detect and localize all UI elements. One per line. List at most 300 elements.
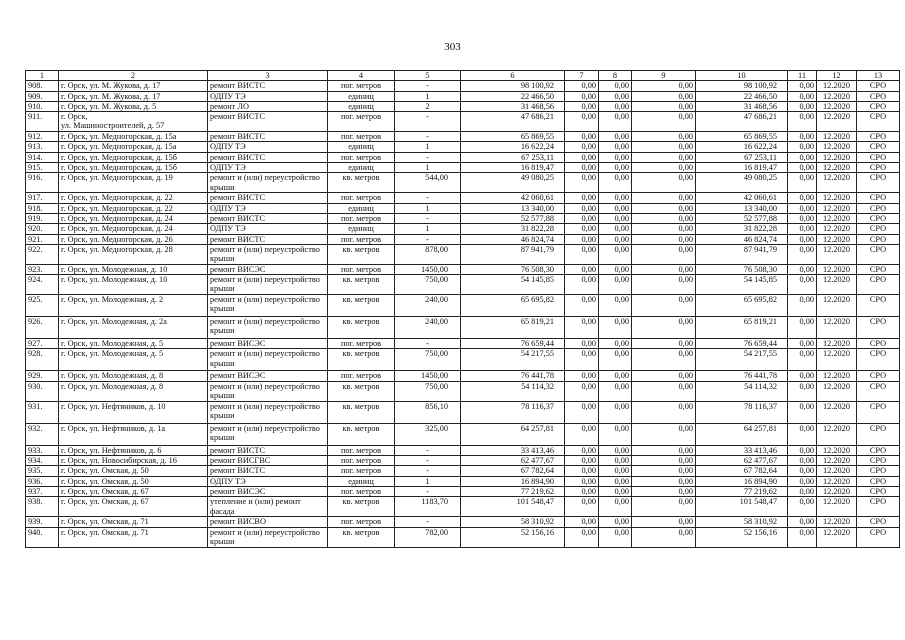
cell-col11: 0,00	[788, 193, 817, 203]
cell-col11: 0,00	[788, 349, 817, 371]
table-row	[26, 224, 900, 234]
cell-source: СРО	[857, 476, 900, 486]
cell-col10: 76 508,30	[696, 264, 788, 274]
cell-address: г. Орск, ул. Молодежная, д. 5	[59, 349, 208, 371]
table-row	[26, 456, 900, 466]
cell-address: г. Орск, ул. Омская, д. 71	[59, 527, 208, 547]
cell-date: 12.2020	[817, 423, 857, 445]
cell-col11: 0,00	[788, 275, 817, 295]
cell-number: 910.	[26, 101, 59, 111]
cell-col10: 22 466,50	[696, 91, 788, 101]
cell-source: СРО	[857, 339, 900, 349]
cell-unit: кв. метров	[328, 423, 395, 445]
cell-unit: пог. метров	[328, 81, 395, 91]
cell-address: г. Орск, ул. Омская, д. 50	[59, 476, 208, 486]
cell-address: г. Орск, ул. Нефтяников, д. 10	[59, 401, 208, 423]
cell-address: г. Орск, ул. Машиностроителей, д. 57	[59, 112, 208, 132]
cell-col10: 42 060,61	[696, 193, 788, 203]
cell-col8: 0,00	[599, 349, 632, 371]
cell-col7: 0,00	[565, 81, 599, 91]
cell-quantity: -	[395, 456, 461, 466]
cell-col10: 33 413,46	[696, 445, 788, 455]
cell-address: г. Орск, ул. Молодежная, д. 8	[59, 381, 208, 401]
cell-cost: 31 468,56	[461, 101, 565, 111]
cell-col7: 0,00	[565, 497, 599, 517]
cell-col7: 0,00	[565, 371, 599, 381]
cell-col10: 13 340,00	[696, 203, 788, 213]
table-row	[26, 234, 900, 244]
table-row	[26, 132, 900, 142]
cell-work-type: ремонт ВИСТС	[208, 81, 328, 91]
cell-number: 917.	[26, 193, 59, 203]
cell-cost: 65 869,55	[461, 132, 565, 142]
cell-quantity: 544,00	[395, 173, 461, 193]
table-row	[26, 423, 900, 445]
cell-work-type: ремонт ВИСЭС	[208, 339, 328, 349]
cell-col10: 31 822,28	[696, 224, 788, 234]
cell-col10: 67 253,11	[696, 152, 788, 162]
cell-col9: 0,00	[632, 224, 696, 234]
cell-source: СРО	[857, 423, 900, 445]
cell-quantity: 325,00	[395, 423, 461, 445]
cell-date: 12.2020	[817, 527, 857, 547]
cell-col9: 0,00	[632, 527, 696, 547]
cell-col8: 0,00	[599, 193, 632, 203]
cell-col8: 0,00	[599, 381, 632, 401]
cell-source: СРО	[857, 456, 900, 466]
cell-cost: 67 782,64	[461, 466, 565, 476]
cell-unit: пог. метров	[328, 264, 395, 274]
cell-number: 914.	[26, 152, 59, 162]
cell-quantity: 1	[395, 224, 461, 234]
cell-unit: единиц	[328, 163, 395, 173]
cell-address: г. Орск, ул. Медногорская, д. 24	[59, 213, 208, 223]
cell-source: СРО	[857, 466, 900, 476]
header-col-13: 13	[857, 71, 900, 81]
table-row	[26, 445, 900, 455]
cell-col10: 54 217,55	[696, 349, 788, 371]
cell-unit: пог. метров	[328, 456, 395, 466]
cell-col7: 0,00	[565, 445, 599, 455]
cell-number: 924.	[26, 275, 59, 295]
cell-date: 12.2020	[817, 163, 857, 173]
cell-unit: кв. метров	[328, 349, 395, 371]
table-row	[26, 349, 900, 371]
cell-col8: 0,00	[599, 142, 632, 152]
cell-col9: 0,00	[632, 476, 696, 486]
cell-col9: 0,00	[632, 264, 696, 274]
cell-number: 937.	[26, 486, 59, 496]
cell-col11: 0,00	[788, 142, 817, 152]
cell-work-type: ремонт ВИСТС	[208, 112, 328, 132]
cell-quantity: 1183,70	[395, 497, 461, 517]
cell-col7: 0,00	[565, 193, 599, 203]
cell-col8: 0,00	[599, 371, 632, 381]
cell-work-type: ремонт и (или) переустройство крыши	[208, 423, 328, 445]
cell-cost: 76 659,44	[461, 339, 565, 349]
cell-col11: 0,00	[788, 91, 817, 101]
cell-work-type: ремонт ВИСТС	[208, 466, 328, 476]
cell-address: г. Орск, ул. М. Жукова, д. 17	[59, 81, 208, 91]
cell-date: 12.2020	[817, 112, 857, 132]
cell-col10: 101 548,47	[696, 497, 788, 517]
cell-work-type: ремонт и (или) переустройство крыши	[208, 295, 328, 317]
cell-cost: 49 080,25	[461, 173, 565, 193]
cell-col7: 0,00	[565, 401, 599, 423]
cell-col11: 0,00	[788, 152, 817, 162]
cell-work-type: ОДПУ ТЭ	[208, 203, 328, 213]
cell-cost: 98 100,92	[461, 81, 565, 91]
cell-cost: 22 466,50	[461, 91, 565, 101]
cell-quantity: -	[395, 112, 461, 132]
cell-date: 12.2020	[817, 275, 857, 295]
cell-work-type: ремонт и (или) переустройство крыши	[208, 275, 328, 295]
cell-address: г. Орск, ул. Омская, д. 71	[59, 517, 208, 527]
cell-col7: 0,00	[565, 486, 599, 496]
cell-unit: кв. метров	[328, 381, 395, 401]
cell-quantity: 856,10	[395, 401, 461, 423]
cell-address: г. Орск, ул. Медногорская, д. 28	[59, 244, 208, 264]
cell-date: 12.2020	[817, 132, 857, 142]
cell-date: 12.2020	[817, 142, 857, 152]
cell-col9: 0,00	[632, 91, 696, 101]
cell-col7: 0,00	[565, 173, 599, 193]
cell-unit: пог. метров	[328, 132, 395, 142]
header-row	[26, 71, 900, 81]
cell-source: СРО	[857, 91, 900, 101]
cell-date: 12.2020	[817, 497, 857, 517]
cell-quantity: 1	[395, 163, 461, 173]
table-row	[26, 213, 900, 223]
cell-date: 12.2020	[817, 466, 857, 476]
cell-cost: 31 822,28	[461, 224, 565, 234]
cell-work-type: ремонт ВИСТС	[208, 152, 328, 162]
table-row	[26, 476, 900, 486]
table-row	[26, 486, 900, 496]
cell-source: СРО	[857, 234, 900, 244]
cell-col9: 0,00	[632, 497, 696, 517]
cell-cost: 54 217,55	[461, 349, 565, 371]
cell-col7: 0,00	[565, 101, 599, 111]
cell-unit: кв. метров	[328, 527, 395, 547]
cell-unit: пог. метров	[328, 445, 395, 455]
cell-number: 934.	[26, 456, 59, 466]
cell-col11: 0,00	[788, 173, 817, 193]
cell-cost: 42 060,61	[461, 193, 565, 203]
cell-col9: 0,00	[632, 234, 696, 244]
cell-col8: 0,00	[599, 112, 632, 132]
cell-unit: единиц	[328, 224, 395, 234]
cell-source: СРО	[857, 203, 900, 213]
cell-address: г. Орск, ул. Медногорская, д. 15а	[59, 142, 208, 152]
cell-unit: единиц	[328, 142, 395, 152]
cell-quantity: 1	[395, 476, 461, 486]
cell-quantity: 1	[395, 142, 461, 152]
table-body	[26, 81, 900, 547]
table-row	[26, 401, 900, 423]
cell-number: 912.	[26, 132, 59, 142]
cell-address: г. Орск, ул. Нефтяников, д. 1а	[59, 423, 208, 445]
cell-col9: 0,00	[632, 401, 696, 423]
cell-col9: 0,00	[632, 112, 696, 132]
cell-col7: 0,00	[565, 234, 599, 244]
cell-quantity: 240,00	[395, 317, 461, 339]
cell-unit: кв. метров	[328, 275, 395, 295]
cell-cost: 46 824,74	[461, 234, 565, 244]
cell-source: СРО	[857, 142, 900, 152]
cell-source: СРО	[857, 371, 900, 381]
cell-col11: 0,00	[788, 224, 817, 234]
cell-work-type: ремонт и (или) переустройство крыши	[208, 527, 328, 547]
cell-quantity: -	[395, 517, 461, 527]
cell-col10: 52 156,16	[696, 527, 788, 547]
table-row	[26, 466, 900, 476]
cell-col11: 0,00	[788, 517, 817, 527]
cell-quantity: 782,00	[395, 527, 461, 547]
cell-number: 922.	[26, 244, 59, 264]
cell-date: 12.2020	[817, 173, 857, 193]
cell-unit: кв. метров	[328, 401, 395, 423]
header-col-11: 11	[788, 71, 817, 81]
table-row	[26, 173, 900, 193]
cell-col9: 0,00	[632, 486, 696, 496]
cell-number: 915.	[26, 163, 59, 173]
header-col-6: 6	[461, 71, 565, 81]
cell-cost: 52 577,88	[461, 213, 565, 223]
cell-col9: 0,00	[632, 101, 696, 111]
cell-col8: 0,00	[599, 213, 632, 223]
cell-work-type: утепление и (или) ремонт фасада	[208, 497, 328, 517]
cell-address: г. Орск, ул. Омская, д. 67	[59, 486, 208, 496]
header-col-7: 7	[565, 71, 599, 81]
cell-col11: 0,00	[788, 81, 817, 91]
cell-col8: 0,00	[599, 91, 632, 101]
cell-work-type: ремонт ЛО	[208, 101, 328, 111]
cell-address: г. Орск, ул. Нефтяников, д. 6	[59, 445, 208, 455]
cell-date: 12.2020	[817, 224, 857, 234]
cell-col8: 0,00	[599, 517, 632, 527]
cell-col9: 0,00	[632, 163, 696, 173]
cell-col11: 0,00	[788, 527, 817, 547]
cell-col10: 58 310,92	[696, 517, 788, 527]
cell-source: СРО	[857, 275, 900, 295]
cell-number: 936.	[26, 476, 59, 486]
cell-col9: 0,00	[632, 317, 696, 339]
cell-number: 913.	[26, 142, 59, 152]
cell-date: 12.2020	[817, 349, 857, 371]
cell-work-type: ремонт ВИСВО	[208, 517, 328, 527]
cell-col8: 0,00	[599, 339, 632, 349]
cell-quantity: -	[395, 339, 461, 349]
cell-col11: 0,00	[788, 423, 817, 445]
cell-cost: 58 310,92	[461, 517, 565, 527]
cell-col10: 87 941,79	[696, 244, 788, 264]
cell-col8: 0,00	[599, 244, 632, 264]
table-row	[26, 152, 900, 162]
cell-cost: 33 413,46	[461, 445, 565, 455]
cell-col10: 78 116,37	[696, 401, 788, 423]
table-header	[26, 71, 900, 81]
cell-col10: 77 219,62	[696, 486, 788, 496]
cell-address: г. Орск, ул. Медногорская, д. 15б	[59, 163, 208, 173]
cell-col9: 0,00	[632, 295, 696, 317]
cell-col8: 0,00	[599, 423, 632, 445]
cell-number: 925.	[26, 295, 59, 317]
cell-cost: 78 116,37	[461, 401, 565, 423]
capital-repair-table	[25, 70, 900, 548]
cell-col10: 76 441,78	[696, 371, 788, 381]
cell-col11: 0,00	[788, 234, 817, 244]
cell-number: 928.	[26, 349, 59, 371]
cell-source: СРО	[857, 152, 900, 162]
table-row	[26, 295, 900, 317]
cell-col7: 0,00	[565, 213, 599, 223]
cell-cost: 62 477,67	[461, 456, 565, 466]
table-row	[26, 163, 900, 173]
cell-col8: 0,00	[599, 456, 632, 466]
cell-address: г. Орск, ул. Молодежная, д. 2	[59, 295, 208, 317]
cell-source: СРО	[857, 517, 900, 527]
cell-work-type: ОДПУ ТЭ	[208, 142, 328, 152]
cell-number: 938.	[26, 497, 59, 517]
cell-cost: 54 145,85	[461, 275, 565, 295]
cell-work-type: ремонт и (или) переустройство крыши	[208, 317, 328, 339]
cell-col10: 16 894,90	[696, 476, 788, 486]
cell-number: 916.	[26, 173, 59, 193]
cell-number: 930.	[26, 381, 59, 401]
cell-col11: 0,00	[788, 203, 817, 213]
cell-col9: 0,00	[632, 349, 696, 371]
cell-quantity: 240,00	[395, 295, 461, 317]
cell-date: 12.2020	[817, 476, 857, 486]
cell-col10: 31 468,56	[696, 101, 788, 111]
cell-unit: пог. метров	[328, 339, 395, 349]
cell-number: 933.	[26, 445, 59, 455]
table-row	[26, 244, 900, 264]
cell-cost: 67 253,11	[461, 152, 565, 162]
cell-unit: пог. метров	[328, 486, 395, 496]
cell-source: СРО	[857, 101, 900, 111]
table-row	[26, 193, 900, 203]
cell-number: 940.	[26, 527, 59, 547]
cell-col7: 0,00	[565, 112, 599, 132]
cell-number: 932.	[26, 423, 59, 445]
cell-address: г. Орск, ул. Молодежная, д. 5	[59, 339, 208, 349]
cell-work-type: ремонт и (или) переустройство крыши	[208, 381, 328, 401]
cell-number: 911.	[26, 112, 59, 132]
cell-col9: 0,00	[632, 142, 696, 152]
table-row	[26, 497, 900, 517]
cell-unit: пог. метров	[328, 234, 395, 244]
cell-source: СРО	[857, 213, 900, 223]
cell-source: СРО	[857, 193, 900, 203]
cell-number: 931.	[26, 401, 59, 423]
header-col-2: 2	[59, 71, 208, 81]
header-col-8: 8	[599, 71, 632, 81]
cell-date: 12.2020	[817, 152, 857, 162]
cell-col10: 98 100,92	[696, 81, 788, 91]
cell-address: г. Орск, ул. Молодежная, д. 8	[59, 371, 208, 381]
cell-date: 12.2020	[817, 234, 857, 244]
cell-quantity: 1450,00	[395, 264, 461, 274]
cell-col7: 0,00	[565, 349, 599, 371]
cell-number: 927.	[26, 339, 59, 349]
cell-quantity: 1	[395, 91, 461, 101]
cell-number: 918.	[26, 203, 59, 213]
table-row	[26, 371, 900, 381]
table-row	[26, 381, 900, 401]
cell-date: 12.2020	[817, 317, 857, 339]
cell-col8: 0,00	[599, 295, 632, 317]
cell-col7: 0,00	[565, 224, 599, 234]
table-row	[26, 275, 900, 295]
cell-unit: пог. метров	[328, 517, 395, 527]
cell-col11: 0,00	[788, 244, 817, 264]
cell-col9: 0,00	[632, 371, 696, 381]
cell-col7: 0,00	[565, 317, 599, 339]
cell-number: 935.	[26, 466, 59, 476]
cell-address: г. Орск, ул. Медногорская, д. 22	[59, 193, 208, 203]
cell-col11: 0,00	[788, 466, 817, 476]
cell-number: 920.	[26, 224, 59, 234]
cell-col10: 64 257,81	[696, 423, 788, 445]
cell-work-type: ремонт ВИСТС	[208, 193, 328, 203]
cell-col11: 0,00	[788, 486, 817, 496]
table-row	[26, 339, 900, 349]
cell-date: 12.2020	[817, 193, 857, 203]
cell-col9: 0,00	[632, 132, 696, 142]
cell-quantity: -	[395, 466, 461, 476]
cell-cost: 64 257,81	[461, 423, 565, 445]
table-row	[26, 264, 900, 274]
cell-col9: 0,00	[632, 152, 696, 162]
cell-col11: 0,00	[788, 132, 817, 142]
cell-work-type: ремонт ВИСГВС	[208, 456, 328, 466]
cell-col11: 0,00	[788, 317, 817, 339]
cell-col7: 0,00	[565, 132, 599, 142]
cell-work-type: ремонт ВИСЭС	[208, 371, 328, 381]
cell-col9: 0,00	[632, 81, 696, 91]
cell-col10: 16 819,47	[696, 163, 788, 173]
cell-address: г. Орск, ул. Медногорская, д. 22	[59, 203, 208, 213]
cell-address: г. Орск, ул. Медногорская, д. 19	[59, 173, 208, 193]
cell-col9: 0,00	[632, 381, 696, 401]
cell-cost: 16 819,47	[461, 163, 565, 173]
cell-col9: 0,00	[632, 244, 696, 264]
cell-col7: 0,00	[565, 264, 599, 274]
cell-col7: 0,00	[565, 163, 599, 173]
cell-work-type: ремонт ВИСТС	[208, 132, 328, 142]
cell-col11: 0,00	[788, 497, 817, 517]
cell-number: 923.	[26, 264, 59, 274]
cell-col9: 0,00	[632, 275, 696, 295]
cell-date: 12.2020	[817, 81, 857, 91]
cell-source: СРО	[857, 173, 900, 193]
cell-date: 12.2020	[817, 264, 857, 274]
cell-col7: 0,00	[565, 456, 599, 466]
cell-work-type: ремонт ВИСЭС	[208, 486, 328, 496]
cell-source: СРО	[857, 112, 900, 132]
cell-cost: 77 219,62	[461, 486, 565, 496]
cell-date: 12.2020	[817, 91, 857, 101]
cell-col10: 16 622,24	[696, 142, 788, 152]
cell-number: 921.	[26, 234, 59, 244]
cell-unit: пог. метров	[328, 112, 395, 132]
cell-quantity: -	[395, 234, 461, 244]
cell-work-type: ОДПУ ТЭ	[208, 163, 328, 173]
cell-unit: кв. метров	[328, 295, 395, 317]
cell-col8: 0,00	[599, 486, 632, 496]
